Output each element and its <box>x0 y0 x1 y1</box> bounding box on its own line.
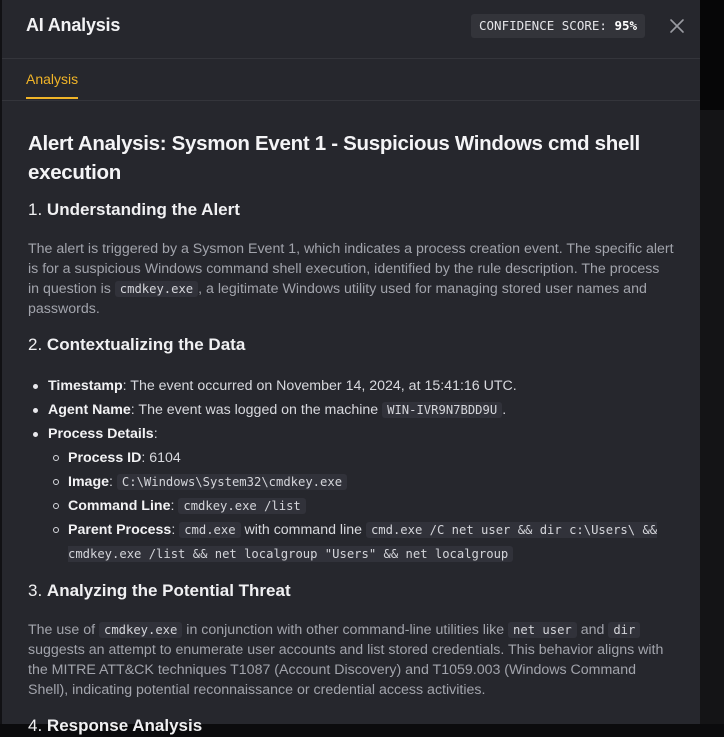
text: suggests an attempt to enumerate user accounts and list stored credentials. This behavior aligns with the MITRE ATT&CK techniques T1087 (Account Discovery) and T1059.003 (Windows Command Shell), indicating potential reconnaissance or credential access activities. <box>28 642 664 698</box>
inline-code: dir <box>608 622 640 638</box>
inline-code: WIN-IVR9N7BDD9U <box>382 402 502 418</box>
confidence-score-badge <box>471 14 645 38</box>
section-title: Response Analysis <box>46 716 203 735</box>
section-title: Analyzing the Potential Threat <box>46 581 291 600</box>
item-text: : <box>171 522 180 538</box>
close-icon <box>668 17 686 35</box>
list-item-parent-process <box>68 518 674 566</box>
text: , a legitimate Windows utility used for managing stored user names and passwords. <box>28 281 647 317</box>
confidence-label: CONFIDENCE SCORE: <box>479 18 607 33</box>
inline-code: cmdkey.exe /list <box>178 498 305 514</box>
inline-code: cmd.exe <box>179 522 240 538</box>
item-text: : <box>109 474 117 490</box>
tab-analysis[interactable]: Analysis <box>26 71 78 99</box>
list-item-process-id <box>68 446 674 470</box>
item-text: . <box>502 402 507 418</box>
text: The alert is triggered by a Sysmon Event 1, which indicates a process creation event. The specific alert is for a suspicious Windows command shell execution, identified by the rule description. The process in question is <box>28 241 674 297</box>
item-label: Image <box>68 474 110 490</box>
drawer-title: AI Analysis <box>26 15 121 35</box>
confidence-value: 95% <box>614 18 638 33</box>
section-title: Understanding the Alert <box>46 200 240 219</box>
text: in conjunction with other command-line utilities like <box>182 622 509 638</box>
section-number: 1. <box>28 200 43 219</box>
item-label: Process ID <box>68 450 142 466</box>
item-label: Command Line <box>68 498 171 514</box>
analysis-content <box>2 101 700 737</box>
item-label: Agent Name <box>48 402 131 418</box>
inline-code: cmdkey.exe <box>115 281 198 297</box>
list-item-agent-name <box>48 398 674 422</box>
item-label: Process Details <box>48 426 154 442</box>
section-1-paragraph <box>28 239 674 319</box>
section-number: 4. <box>28 716 43 735</box>
inline-code: cmd.exe /C net user && dir c:\Users\ && cmdkey.exe /list && net localgroup "Users" && net localgroup <box>68 523 658 561</box>
text: and <box>576 622 609 638</box>
process-details-list <box>48 446 674 566</box>
context-list <box>28 374 674 566</box>
section-heading-3 <box>28 580 674 602</box>
text: The use of <box>28 622 99 638</box>
tab-bar <box>2 59 700 101</box>
item-text: : 6104 <box>141 450 181 466</box>
section-title: Contextualizing the Data <box>46 335 246 354</box>
drawer-header <box>2 0 700 59</box>
backdrop-overlay <box>700 0 724 724</box>
inline-code: net user <box>508 622 577 638</box>
item-text: : The event occurred on November 14, 2024, at 15:41:16 UTC. <box>122 378 517 394</box>
ai-analysis-drawer <box>2 0 700 735</box>
section-3-paragraph <box>28 620 674 700</box>
item-label: Parent Process <box>68 522 172 538</box>
section-number: 2. <box>28 335 43 354</box>
list-item-timestamp <box>48 374 674 398</box>
item-text: : <box>170 498 179 514</box>
section-heading-1 <box>28 199 674 221</box>
list-item-image <box>68 470 674 494</box>
item-text: with command line <box>240 522 366 538</box>
section-heading-2 <box>28 334 674 356</box>
inline-code: cmdkey.exe <box>99 622 182 638</box>
report-title: Alert Analysis: Sysmon Event 1 - Suspicious Windows cmd shell execution <box>28 132 640 184</box>
item-text: : <box>153 426 158 442</box>
inline-code: C:\Windows\System32\cmdkey.exe <box>117 474 347 490</box>
list-item-command-line <box>68 494 674 518</box>
section-heading-4 <box>28 715 674 737</box>
section-number: 3. <box>28 581 43 600</box>
item-text: : The event was logged on the machine <box>130 402 383 418</box>
item-label: Timestamp <box>48 378 123 394</box>
close-button[interactable] <box>668 17 686 35</box>
list-item-process-details <box>48 422 674 566</box>
